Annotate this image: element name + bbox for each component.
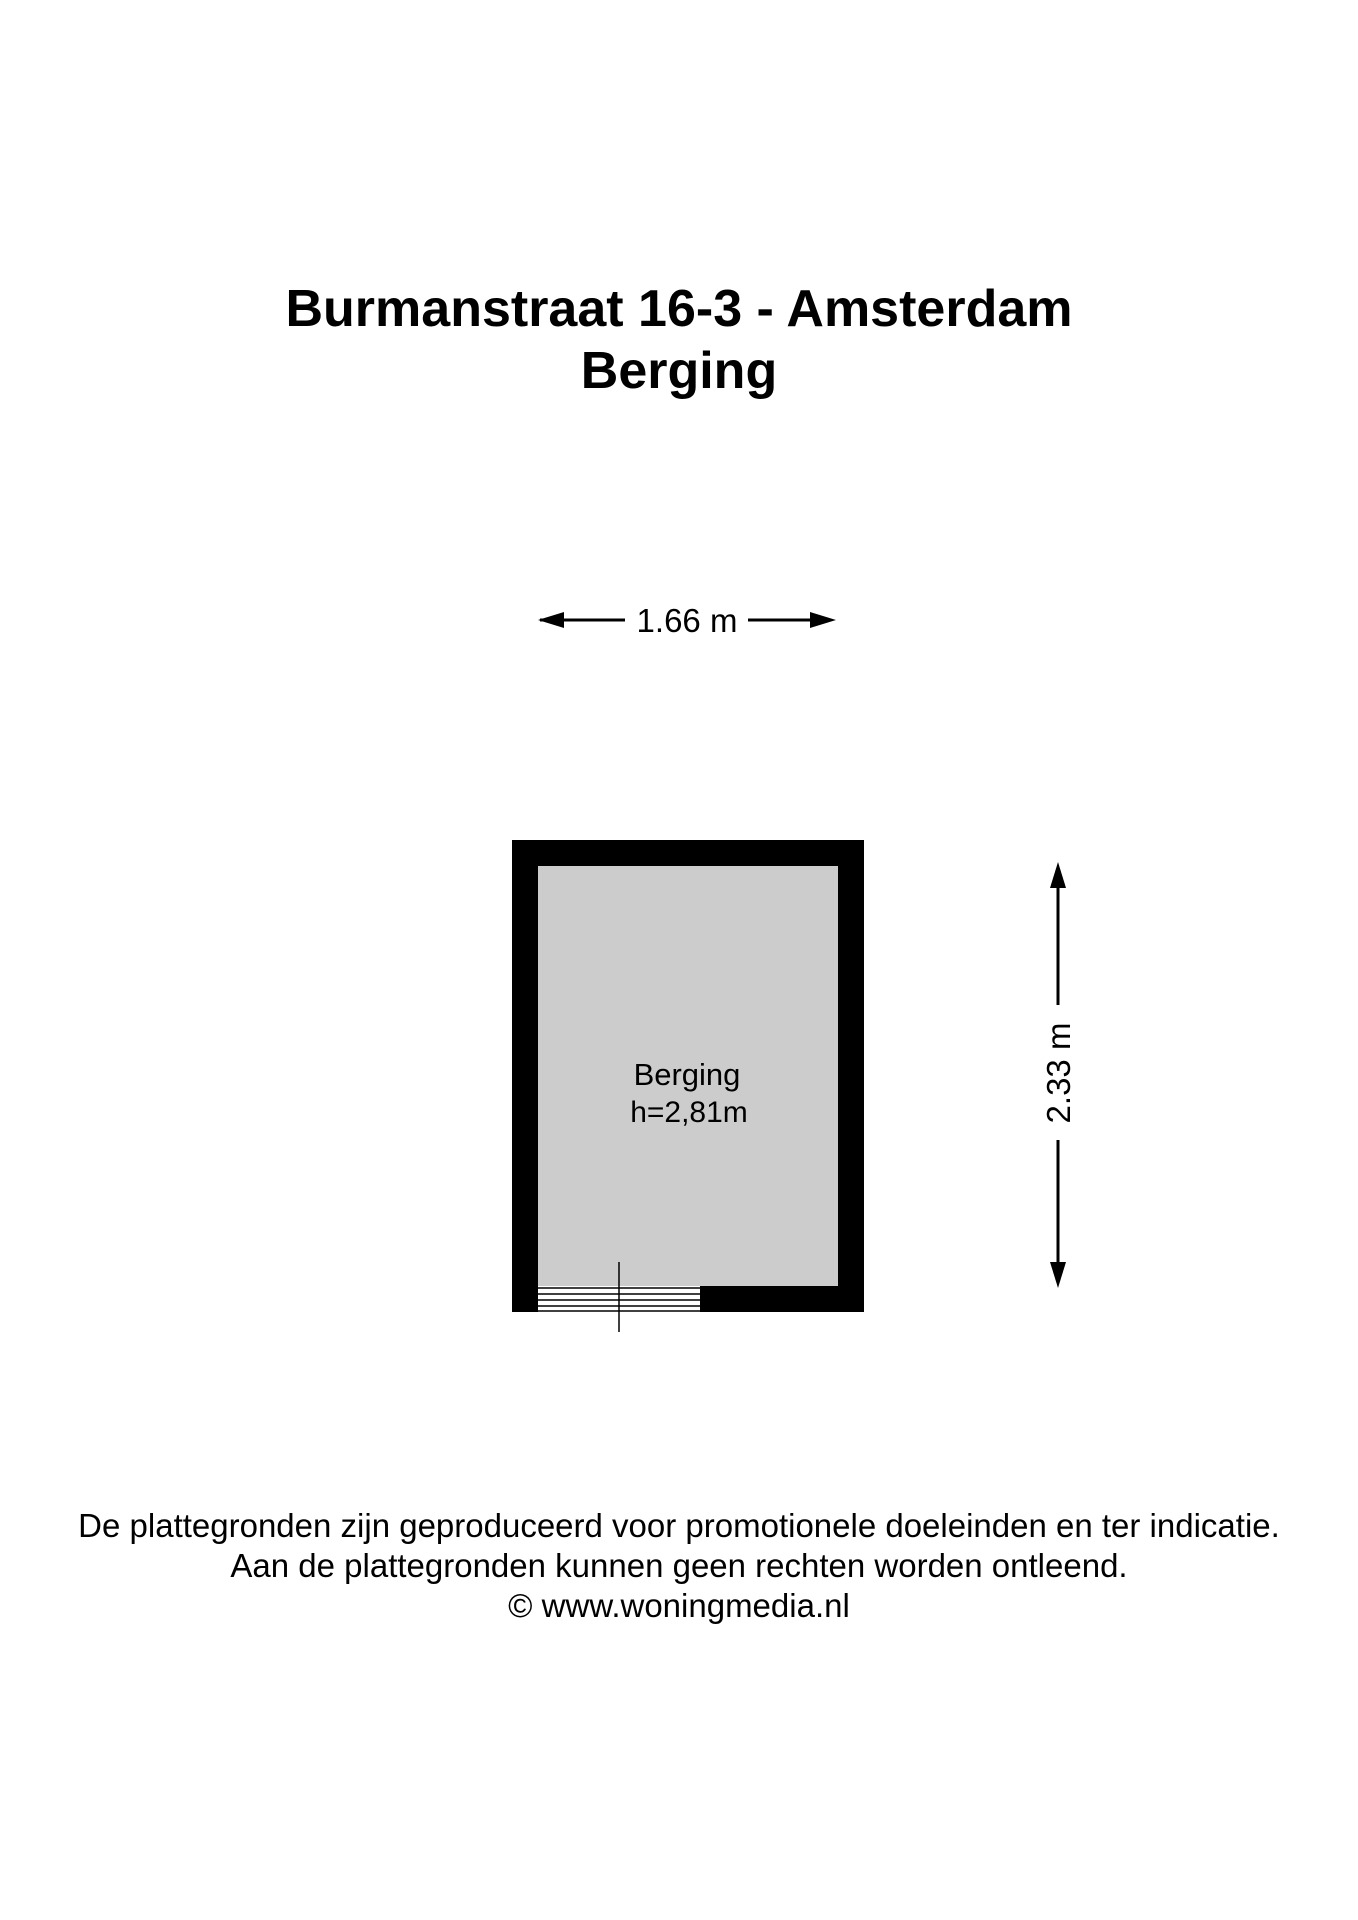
room-ceiling-height: h=2,81m <box>630 1096 748 1129</box>
height-arrowhead-top <box>1050 862 1066 888</box>
page-title: Burmanstraat 16-3 - Amsterdam <box>285 280 1073 338</box>
disclaimer-line-2: Aan de plattegronden kunnen geen rechten worden ontleend. <box>230 1547 1128 1584</box>
width-arrowhead-right <box>810 612 836 628</box>
wall-left <box>512 840 538 1312</box>
width-label: 1.66 m <box>636 602 738 639</box>
width-dimension <box>538 602 836 639</box>
wall-top <box>512 840 864 866</box>
disclaimer <box>0 1506 1358 1626</box>
height-arrowhead-bottom <box>1050 1262 1066 1288</box>
wall-bottom <box>700 1286 864 1312</box>
wall-right <box>838 840 864 1312</box>
copyright: © www.woningmedia.nl <box>508 1587 850 1624</box>
height-label: 2.33 m <box>1040 1022 1077 1124</box>
width-arrowhead-left <box>538 612 564 628</box>
height-dimension <box>1040 862 1077 1288</box>
floor-title: Berging <box>580 342 778 400</box>
disclaimer-line-1: De plattegronden zijn geproduceerd voor promotionele doeleinden en ter indicatie. <box>78 1507 1280 1544</box>
room-name: Berging <box>633 1057 741 1092</box>
